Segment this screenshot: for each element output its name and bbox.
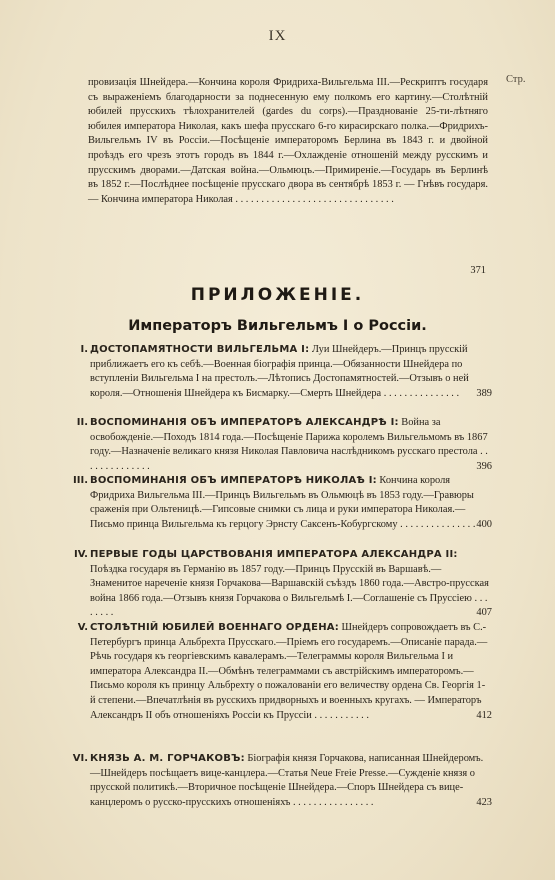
toc-entry: [60, 474, 490, 532]
entry-title: ВОСПОМИНАНІЯ ОБЪ ИМПЕРАТОРѢ НИКОЛАѢ I:: [90, 475, 377, 486]
entry-page: 396: [476, 460, 492, 472]
entry-body: [90, 474, 490, 532]
section-subheading: Императоръ Вильгельмъ I о Россіи.: [128, 318, 427, 334]
entry-page: 389: [476, 387, 492, 399]
entry-page: 423: [476, 796, 492, 808]
entry-number: V.: [77, 622, 88, 633]
entry-body: [90, 416, 490, 474]
section-heading: ПРИЛОЖЕНІЕ.: [190, 285, 365, 305]
entry-page: 400: [476, 518, 492, 530]
toc-entry: [60, 752, 490, 810]
entry-page: 407: [476, 607, 492, 619]
entry-body: [90, 752, 490, 810]
toc-entry: [60, 343, 490, 401]
entry-title: ДОСТОПАМЯТНОСТИ ВИЛЬГЕЛЬМА I:: [90, 344, 310, 355]
entry-title: КНЯЗЬ А. М. ГОРЧАКОВЪ:: [90, 753, 245, 764]
entry-text: Поѣздка государя въ Германію въ 1857 году.—Принцъ Прусскій въ Варшавѣ.—Знаменитое нареченіе князя Горчакова—Варшавскій съѣздъ 1860 года.—Австро-прусская война 1866 года.—Отзывъ князя Горчакова о Вильгельмѣ I.—Соглашеніе съ Пруссіею . . . . . . . .: [90, 563, 489, 619]
entry-number: II.: [76, 417, 88, 428]
entry-number: I.: [80, 344, 88, 355]
entry-number: III.: [73, 475, 88, 486]
entry-page: 412: [476, 709, 492, 721]
entry-text: Шнейдеръ сопровождаетъ въ С.-Петербургъ принца Альбрехта Прусскаго.—Пріемъ его государемъ.—Описаніе парада.—Рѣчь государя къ георгіевскимъ кавалерамъ.—Телеграммы короля Вильгельма I и императора Александра II.—Обмѣнъ телеграммами съ австрійскимъ императоромъ.—Письмо короля къ принцу Альбрехту о пожалованіи его величеству ордена Св. Георгія 1-й степени.—Впечатлѣнія въ русскихъ придворныхъ и военныхъ кругахъ. — Императоръ Александръ II объ отношеніяхъ Россіи къ Пруссіи . . . . . . . . . . .: [90, 622, 488, 721]
page-number: IX: [268, 28, 287, 44]
entry-title: ВОСПОМИНАНІЯ ОБЪ ИМПЕРАТОРѢ АЛЕКСАНДРѢ I:: [90, 417, 399, 428]
entry-text: Луи Шнейдеръ.—Принцъ прусскій приближаетъ его къ себѣ.—Военная біографія принца.—Обязанности Шнейдера по вступленіи Вильгельма I на престолъ.—Лѣтопись Достопамятностей.—Отзывъ о ней короля.—Отношенія Шнейдера къ Бисмарку.—Смерть Шнейдера . . . . . . . . . . . . . . .: [90, 344, 469, 399]
entry-text: Кончина короля Фридриха Вильгельма III.—Принцъ Вильгельмъ въ Ольмюцѣ въ 1853 году.—Гравюры сраженія при Ольтеницѣ.—Гипсовые снимки съ лица и руки императора Николая.—Письмо принца Вильгельма къ герцогу Эрнсту Саксенъ-Кобургскому . . . . . . . . . . . . . . .: [90, 475, 476, 530]
entry-body: [90, 548, 490, 621]
entry-text: Война за освобожденіе.—Походъ 1814 года.—Посѣщеніе Парижа королемъ Вильгельмомъ въ 1867 году.—Назначеніе великаго князя Николая Павловича наслѣдникомъ русскаго престола . . . . . . . . . . . . . .: [90, 417, 488, 472]
toc-continuation-page: 371: [470, 265, 486, 276]
toc-entry: [60, 621, 490, 723]
page-column-label: Стр.: [506, 74, 526, 85]
entry-text: Біографія князя Горчакова, написанная Шнейдеромъ.—Шнейдеръ посѣщаетъ вице-канцлера.—Статья Neue Freie Presse.—Сужденіе князя о прусской политикѣ.—Вторичное посѣщеніе Шнейдера.—Споръ Шнейдера съ вице-канцлеромъ о русско-прусскихъ отношеніяхъ . . . . . . . . . . . . . . . .: [90, 753, 484, 808]
toc-continuation-paragraph: провизація Шнейдера.—Кончина короля Фридриха-Вильгельма III.—Рескриптъ государя съ выраженіемъ благодарности за поднесенную ему полкомъ его картину.—Столѣтній юбилей прусскихъ тѣлохранителей (gardes du corps).—Празднованіе 25-ти-лѣтняго юбилея императора Николая, какъ шефа прусскаго 6-го кирасирскаго полка.—Фридрихъ-Вильгельмъ IV въ Россіи.—Посѣщеніе императоромъ Берлина въ 1843 г. и двойной проѣздъ его чрезъ этотъ городъ въ 1844 г.—Охлажденіе отношеній между русскимъ и прусскимъ дворами.—Датская война.—Ольмюцъ.—Примиреніе.—Государь въ Берлинѣ въ 1852 г.—Послѣднее посѣщеніе прусскаго двора въ сентябрѣ 1853 г. — Гнѣвъ государя. — Кончина императора Николая . . . . . . . . . . . . . . . . . . . . . . . . . . . . . . .: [88, 77, 488, 205]
entry-number: IV.: [74, 549, 88, 560]
toc-entry: [60, 548, 490, 621]
entry-title: ПЕРВЫЕ ГОДЫ ЦАРСТВОВАНІЯ ИМПЕРАТОРА АЛЕКСАНДРА II:: [90, 549, 458, 560]
entry-body: [90, 621, 490, 723]
entry-body: [90, 343, 490, 401]
toc-entry: [60, 416, 490, 474]
entry-number: VI.: [72, 753, 88, 764]
entry-title: СТОЛѢТНІЙ ЮБИЛЕЙ ВОЕННАГО ОРДЕНА:: [90, 622, 339, 633]
